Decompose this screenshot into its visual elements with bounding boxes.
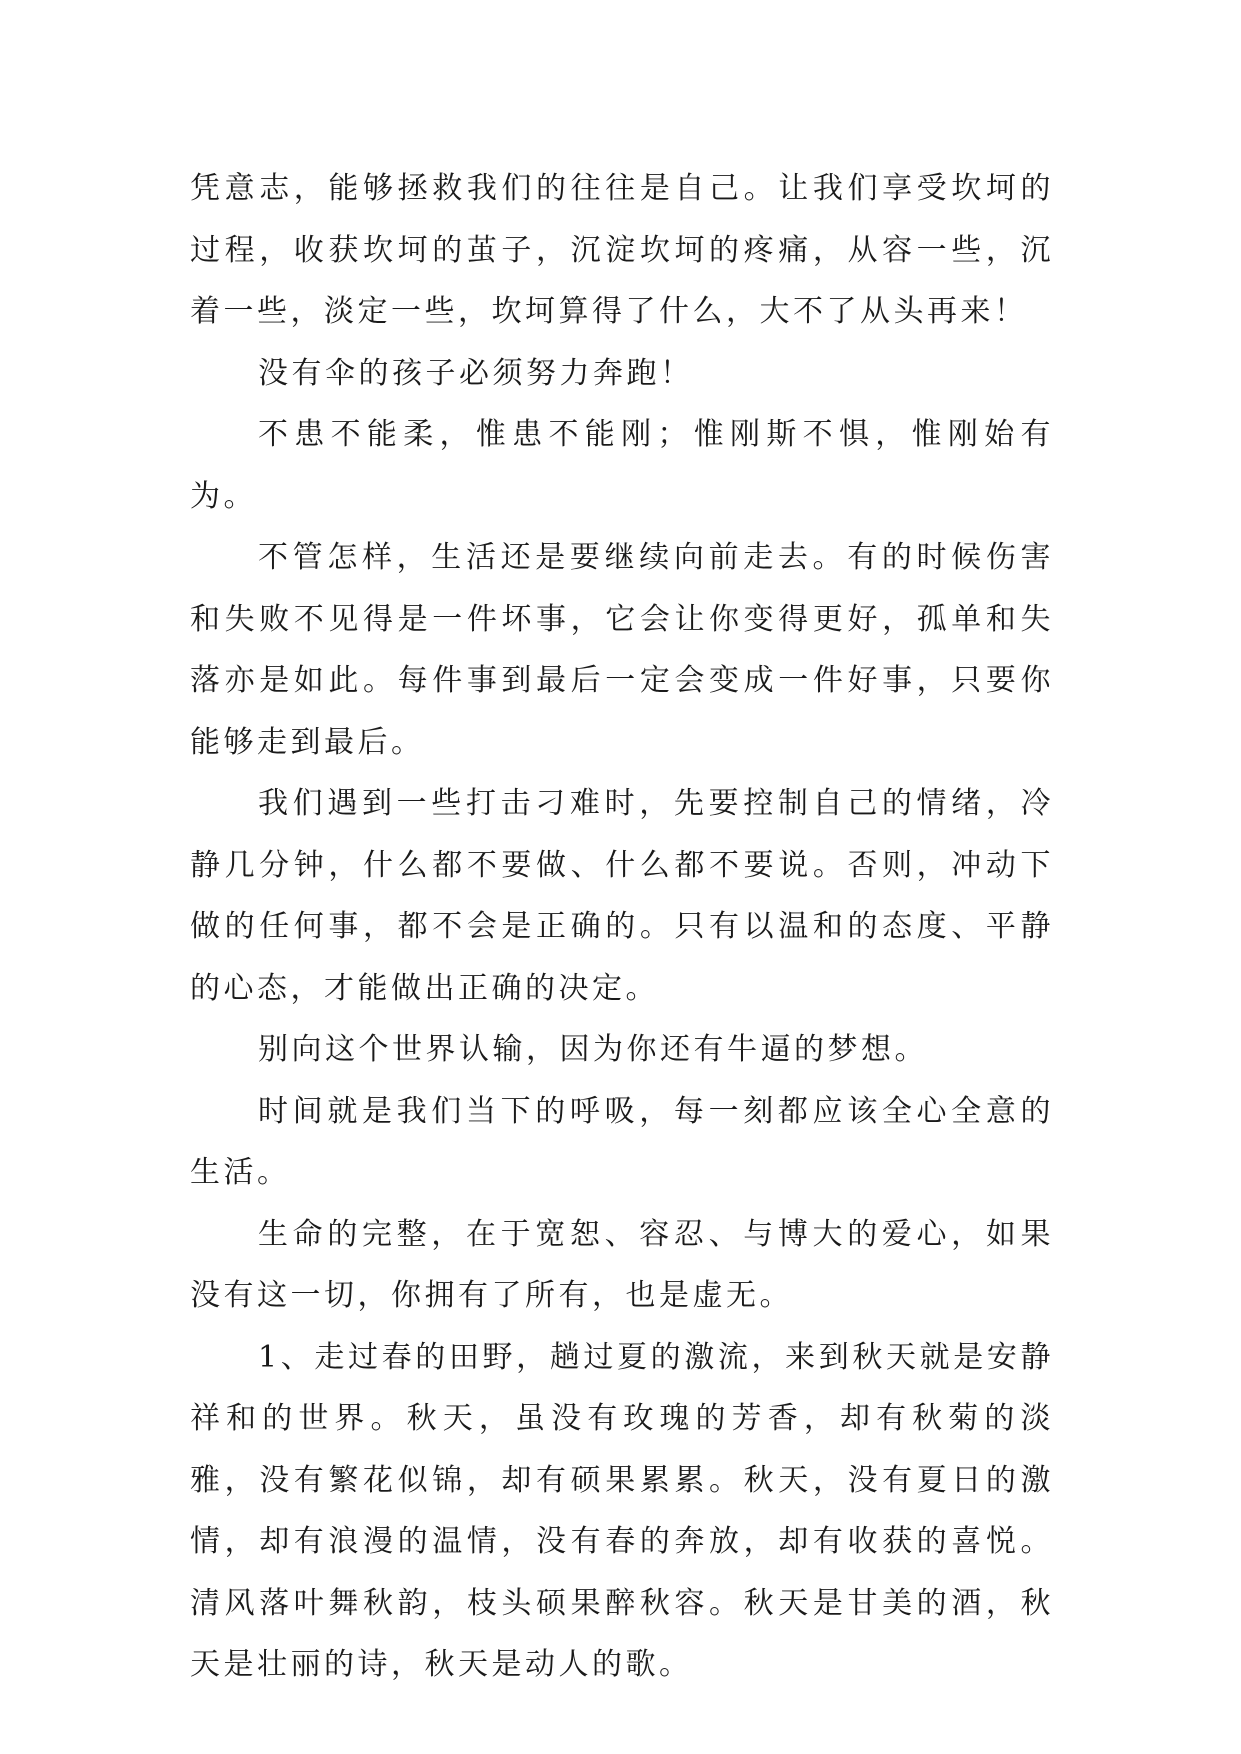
- paragraph: 1、走过春的田野，趟过夏的激流，来到秋天就是安静祥和的世界。秋天，虽没有玫瑰的芳香，却有秋菊的淡雅，没有繁花似锦，却有硕果累累。秋天，没有夏日的激情，却有浪漫的温情，没有春的奔放，却有收获的喜悦。清风落叶舞秋韵，枝头硕果醉秋容。秋天是甘美的酒，秋天是壮丽的诗，秋天是动人的歌。: [190, 1339, 1054, 1682]
- paragraph: 不患不能柔，惟患不能刚；惟刚斯不惧，惟刚始有为。: [190, 417, 1054, 514]
- paragraph: 时间就是我们当下的呼吸，每一刻都应该全心全意的生活。: [190, 1093, 1054, 1190]
- document-body: [190, 158, 1054, 1696]
- paragraph: 生命的完整，在于宽恕、容忍、与博大的爱心，如果没有这一切，你拥有了所有，也是虚无。: [190, 1216, 1054, 1313]
- paragraph: 别向这个世界认输，因为你还有牛逼的梦想。: [258, 1032, 928, 1067]
- paragraph-continuation: 凭意志，能够拯救我们的往往是自己。让我们享受坎坷的过程，收获坎坷的茧子，沉淀坎坷的疼痛，从容一些，沉着一些，淡定一些，坎坷算得了什么，大不了从头再来！: [190, 171, 1054, 329]
- paragraph: 没有伞的孩子必须努力奔跑！: [258, 355, 694, 391]
- paragraph: 不管怎样，生活还是要继续向前走去。有的时候伤害和失败不见得是一件坏事，它会让你变得更好，孤单和失落亦是如此。每件事到最后一定会变成一件好事，只要你能够走到最后。: [190, 540, 1054, 760]
- paragraph: 我们遇到一些打击刁难时，先要控制自己的情绪，冷静几分钟，什么都不要做、什么都不要说。否则，冲动下做的任何事，都不会是正确的。只有以温和的态度、平静的心态，才能做出正确的决定。: [190, 786, 1054, 1006]
